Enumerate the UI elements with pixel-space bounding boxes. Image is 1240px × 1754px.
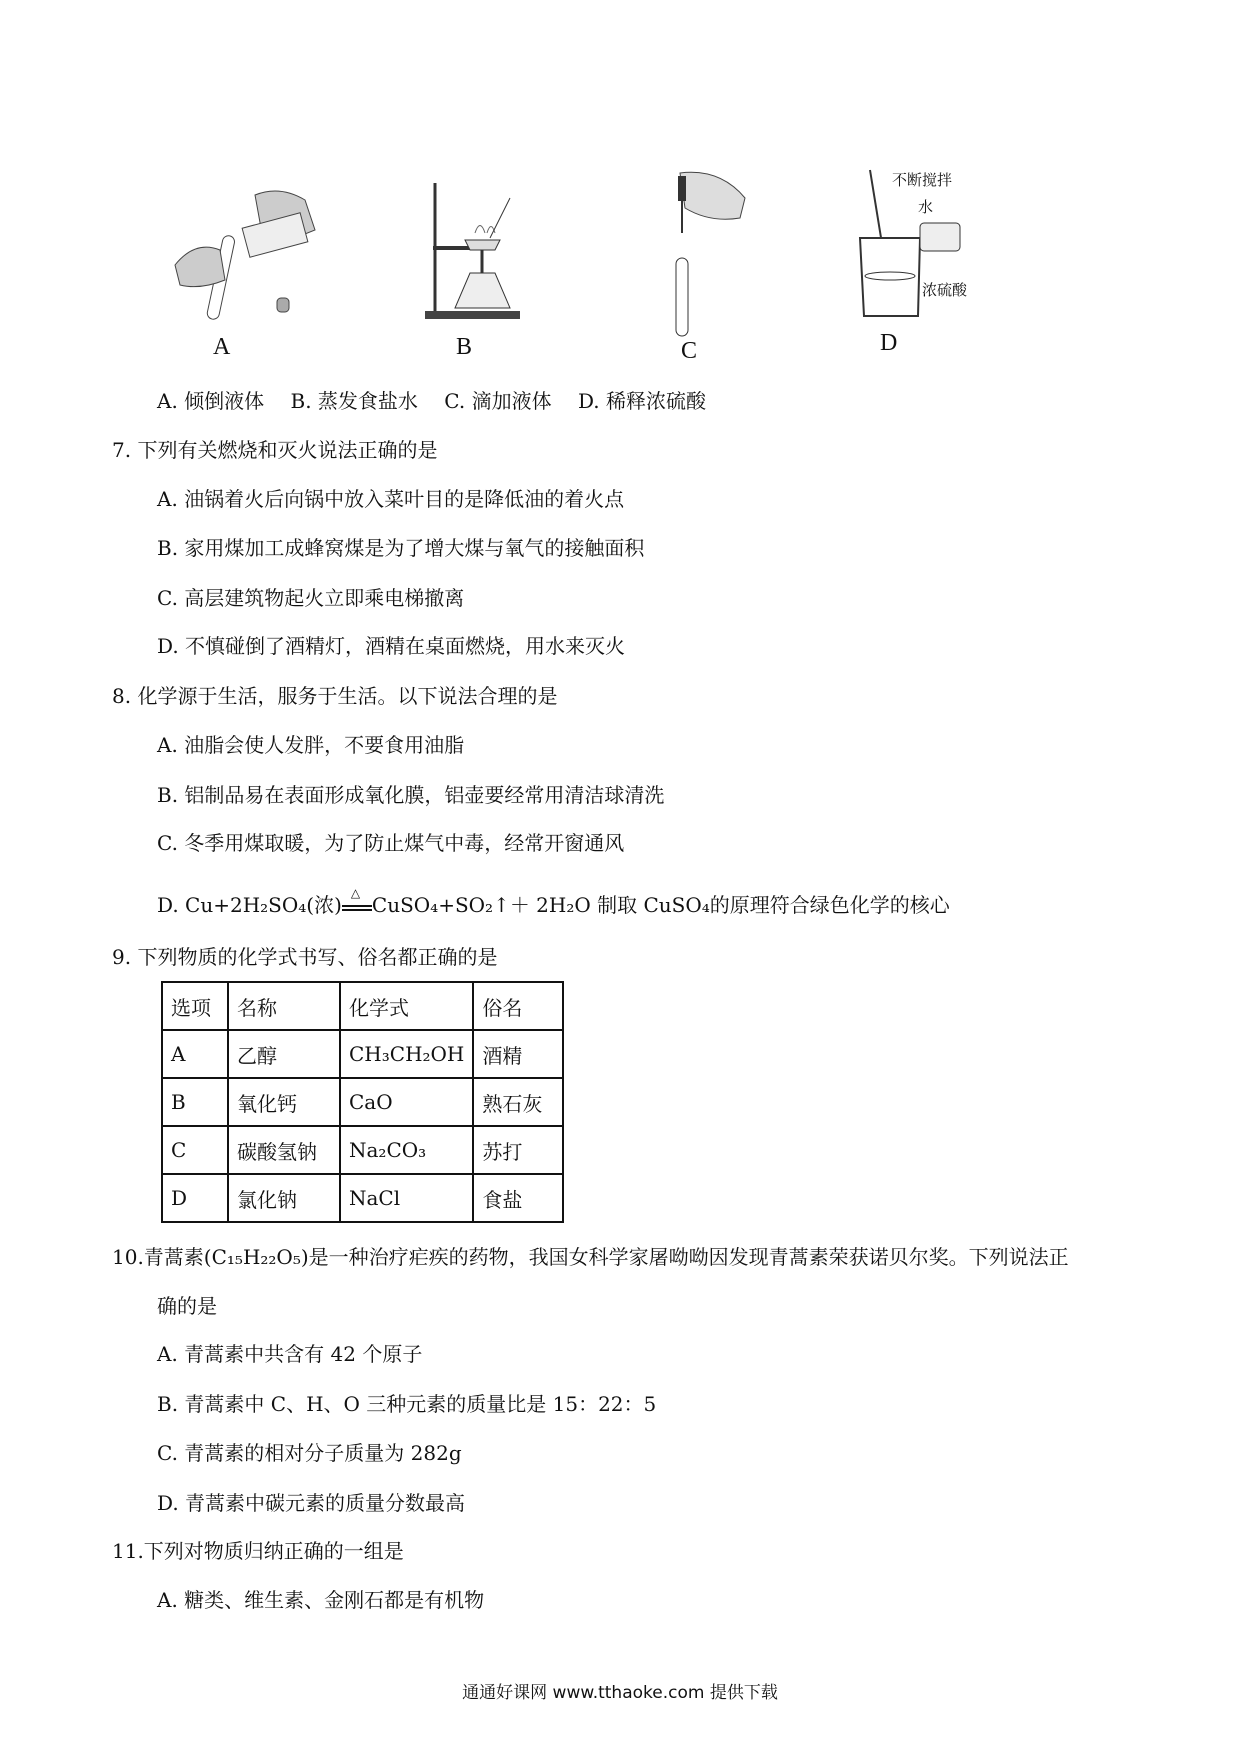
cell: C <box>162 1126 228 1174</box>
footer-source: 通通好课网 www.tthaoke.com 提供下载 <box>462 1683 778 1703</box>
cell: 氯化钠 <box>228 1174 340 1222</box>
table-row <box>162 1030 563 1078</box>
q9-table <box>161 981 564 1223</box>
q8-option-b: B. 铝制品易在表面形成氧化膜，铝壶要经常用清洁球清洗 <box>157 783 665 807</box>
figure-pouring-liquid <box>165 180 325 325</box>
q9-stem: 9. 下列物质的化学式书写、俗名都正确的是 <box>112 945 498 969</box>
q10-option-b: B. 青蒿素中 C、H、O 三种元素的质量比是 15：22：5 <box>157 1392 657 1416</box>
q11-option-a: A. 糖类、维生素、金刚石都是有机物 <box>157 1588 485 1612</box>
q7-stem: 7. 下列有关燃烧和灭火说法正确的是 <box>112 438 438 462</box>
figure-label-c: C <box>681 338 698 364</box>
cell: CaO <box>340 1078 473 1126</box>
cell: B <box>162 1078 228 1126</box>
figure-evaporation <box>425 178 530 323</box>
q8-option-c: C. 冬季用煤取暖，为了防止煤气中毒，经常开窗通风 <box>157 831 625 855</box>
q10-stem-cont: 确的是 <box>157 1294 217 1318</box>
cell: CH₃CH₂OH <box>340 1030 473 1078</box>
header-cell: 俗名 <box>473 982 563 1030</box>
q7-option-c: C. 高层建筑物起火立即乘电梯撤离 <box>157 586 465 610</box>
cell: 氧化钙 <box>228 1078 340 1126</box>
cell: NaCl <box>340 1174 473 1222</box>
q8-option-a: A. 油脂会使人发胖，不要食用油脂 <box>157 733 465 757</box>
q7-option-a: A. 油锅着火后向锅中放入菜叶目的是降低油的着火点 <box>157 487 625 511</box>
table-header-row <box>162 982 563 1030</box>
table-row <box>162 1078 563 1126</box>
q10-option-a: A. 青蒿素中共含有 42 个原子 <box>157 1342 423 1366</box>
cell: A <box>162 1030 228 1078</box>
q6-options: A. 倾倒液体 B. 蒸发食盐水 C. 滴加液体 D. 稀释浓硫酸 <box>157 389 706 413</box>
q10-option-d: D. 青蒿素中碳元素的质量分数最高 <box>157 1491 466 1515</box>
q10-stem: 10.青蒿素(C₁₅H₂₂O₅)是一种治疗疟疾的药物，我国女科学家屠呦呦因发现青蒿素荣获诺贝尔奖。下列说法正 <box>112 1245 1069 1269</box>
figure-label-d: D <box>880 330 898 356</box>
cell: D <box>162 1174 228 1222</box>
q7-option-b: B. 家用煤加工成蜂窝煤是为了增大煤与氧气的接触面积 <box>157 536 645 560</box>
cell: 苏打 <box>473 1126 563 1174</box>
header-cell: 名称 <box>228 982 340 1030</box>
header-cell: 选项 <box>162 982 228 1030</box>
cell: 碳酸氢钠 <box>228 1126 340 1174</box>
annotation-acid: 浓硫酸 <box>922 281 968 299</box>
annotation-stir: 不断搅拌 <box>892 171 953 189</box>
header-cell: 化学式 <box>340 982 473 1030</box>
q8-stem: 8. 化学源于生活，服务于生活。以下说法合理的是 <box>112 684 558 708</box>
cell: 乙醇 <box>228 1030 340 1078</box>
cell: 食盐 <box>473 1174 563 1222</box>
table-row <box>162 1174 563 1222</box>
heat-equals-sign <box>342 897 372 917</box>
equation-reactants: D. Cu+2H₂SO₄(浓) <box>157 893 342 917</box>
table-row <box>162 1126 563 1174</box>
figure-label-b: B <box>456 334 473 360</box>
figure-dropping-liquid <box>660 168 750 340</box>
annotation-water: 水 <box>918 198 934 216</box>
cell: Na₂CO₃ <box>340 1126 473 1174</box>
cell: 酒精 <box>473 1030 563 1078</box>
figure-diluting-acid <box>850 168 1010 328</box>
q11-stem: 11.下列对物质归纳正确的一组是 <box>112 1539 404 1563</box>
cell: 熟石灰 <box>473 1078 563 1126</box>
figure-label-a: A <box>213 334 231 360</box>
equation-products: CuSO₄+SO₂↑＋ 2H₂O 制取 CuSO₄的原理符合绿色化学的核心 <box>371 893 950 917</box>
q8-option-d <box>157 893 950 917</box>
q10-option-c: C. 青蒿素的相对分子质量为 282g <box>157 1441 462 1465</box>
q7-option-d: D. 不慎碰倒了酒精灯，酒精在桌面燃烧，用水来灭火 <box>157 634 626 658</box>
